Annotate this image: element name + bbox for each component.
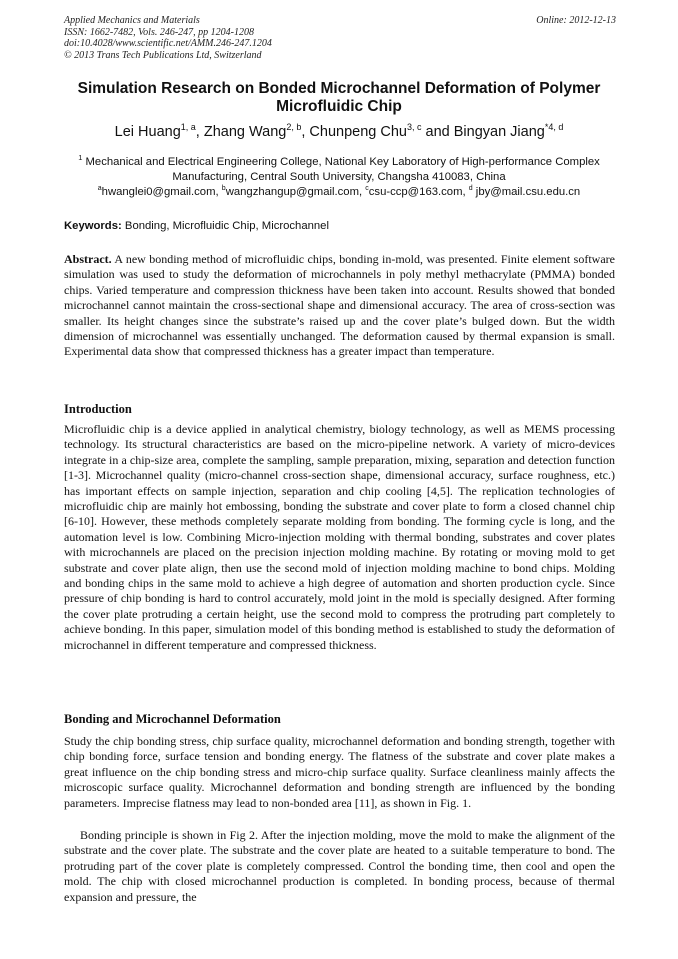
- abstract-text: A new bonding method of microfluidic chips, bonding in-mold, was presented. Finite element software simulation was used to study the deformation of microchannels in poly methyl methacrylate (PMMA) bonded chips. Varied temperature and compression thickness have been taken into account. Results showed that bonded microchannel cannot maintain the cross-sectional shape and dimensional accuracy. The area of cross-section was smaller. Its height changes since the substrate’s raised up and the cover plate’s bulged down. But the width dimension of microchannel was essentially unchanged. The deformation caused by thermal expansion is small. Experimental data show that compressed thickness has a greater impact than temperature.: [64, 252, 615, 359]
- email-separator: ,: [215, 185, 222, 198]
- section-heading-introduction: Introduction: [64, 402, 132, 416]
- section-heading-bonding: Bonding and Microchannel Deformation: [64, 712, 281, 726]
- email-address[interactable]: csu-ccp@163.com: [368, 185, 463, 198]
- author-separator: ,: [301, 123, 310, 140]
- affiliation: [50, 150, 628, 185]
- email-list: [50, 185, 628, 198]
- email-address[interactable]: jby@mail.csu.edu.cn: [472, 185, 581, 198]
- author-sup: 3, c: [406, 122, 422, 132]
- journal-name: Applied Mechanics and Materials: [64, 15, 200, 26]
- email-separator: ,: [462, 185, 469, 198]
- author-sup: 2, b: [286, 122, 302, 132]
- email-address[interactable]: wangzhangup@gmail.com: [225, 185, 359, 198]
- author-sup: *4, d: [544, 122, 564, 132]
- issn-line: ISSN: 1662-7482, Vols. 246-247, pp 1204-1208: [64, 26, 254, 38]
- author-name: Lei Huang: [114, 123, 181, 140]
- affiliation-sup: 1: [78, 153, 83, 162]
- online-date: Online: 2012-12-13: [536, 15, 616, 26]
- author-name: Zhang Wang: [203, 123, 287, 140]
- email-sup: c: [365, 185, 369, 192]
- bonding-paragraph-1: Study the chip bonding stress, chip surface quality, microchannel deformation and bonding strength, together with chip bonding force, surface tension and bonding energy. The flatness of the substrate and cover plate makes a great influence on the chip bonding stress and micro-chip surface quality. Surface cleanliness mainly affects the microscopic surface quality. Microchannel deformation and bonding strength are influenced by the bonding parameters. Imprecise flatness may lead to non-bonded area [11], as shown in Fig. 1.: [64, 734, 615, 810]
- bonding-paragraph-2: Bonding principle is shown in Fig 2. After the injection molding, move the mold to make the alignment of the substrate and the cover plate. The substrate and the cover plate are heated to a suitable temperature to bond. The protruding part of the cover plate is completely compressed. Control the bonding time, then cool and open the mold. The chip with closed microchannel production is completed. In bonding process, because of thermal expansion and pressure, the: [64, 828, 615, 904]
- email-separator: ,: [358, 185, 366, 198]
- abstract-label: Abstract.: [64, 252, 112, 266]
- doi-line: doi:10.4028/www.scientific.net/AMM.246-247.1204: [64, 38, 272, 49]
- email-sup: b: [221, 185, 226, 192]
- keywords-label: Keywords:: [64, 220, 122, 232]
- keywords-text: Bonding, Microfluidic Chip, Microchannel: [121, 220, 329, 232]
- author-sup: 1, a: [180, 122, 196, 132]
- author-list: [40, 122, 638, 140]
- introduction-paragraph: Microfluidic chip is a device applied in analytical chemistry, biology technology, as well as MEMS processing technology. Its structural characteristics are based on the micro-pipeline network. A variety of micro-devices integrate in a chip-size area, complete the sampling, sample preparation, mixing, separation and detection function [1-3]. Microchannel quality (micro-channel cross-section shape, dimensional accuracy, surface roughness, etc.) has important effects on sample injection, separation and chip cooling [4,5]. The replication technologies of microfluidic chip are mainly hot embossing, bonding the substrate and cover plate to form a closed channel chip [6-10]. However, these methods completely separate molding from bonding. The forming cycle is long, and the automation level is low. Combining Micro-injection molding with thermal bonding, substrates and cover plates with microchannels are placed on the precision injection molding machine. By rotating or moving mold to get substrate and cover plate align, then use the second mold of injection molding machine to bond chips. Molding and bonding chips in the same mold to achieve a high degree of automation and shorten production cycle. Since pressure of chip bonding is hard to control accurately, mold joint in the mold is specially designed. After forming the cover plate protruding a certain height, use the second mold to compress the protruding part completely to achieve bonding. In this paper, simulation model of this bonding method is established to study the deformation of microchannel in different temperature and compressed thickness.: [64, 422, 615, 652]
- email-address[interactable]: hwanglei0@gmail.com: [101, 185, 216, 198]
- copyright-line: © 2013 Trans Tech Publications Ltd, Switzerland: [64, 49, 262, 61]
- abstract: [64, 252, 615, 360]
- email-sup: d: [468, 185, 473, 192]
- journal-header: [64, 15, 616, 61]
- author-name: Bingyan Jiang: [453, 123, 545, 140]
- paper-title: Simulation Research on Bonded Microchannel Deformation of Polymer Microfluidic Chip: [77, 80, 601, 115]
- email-sup: a: [97, 185, 102, 192]
- author-separator: and: [421, 123, 454, 140]
- keywords: [64, 220, 616, 232]
- author-separator: ,: [195, 123, 204, 140]
- affiliation-text: Mechanical and Electrical Engineering College, National Key Laboratory of High-performance Complex Manufacturing, Central South University, Changsha 410083, China: [85, 155, 600, 183]
- author-name: Chunpeng Chu: [309, 123, 407, 140]
